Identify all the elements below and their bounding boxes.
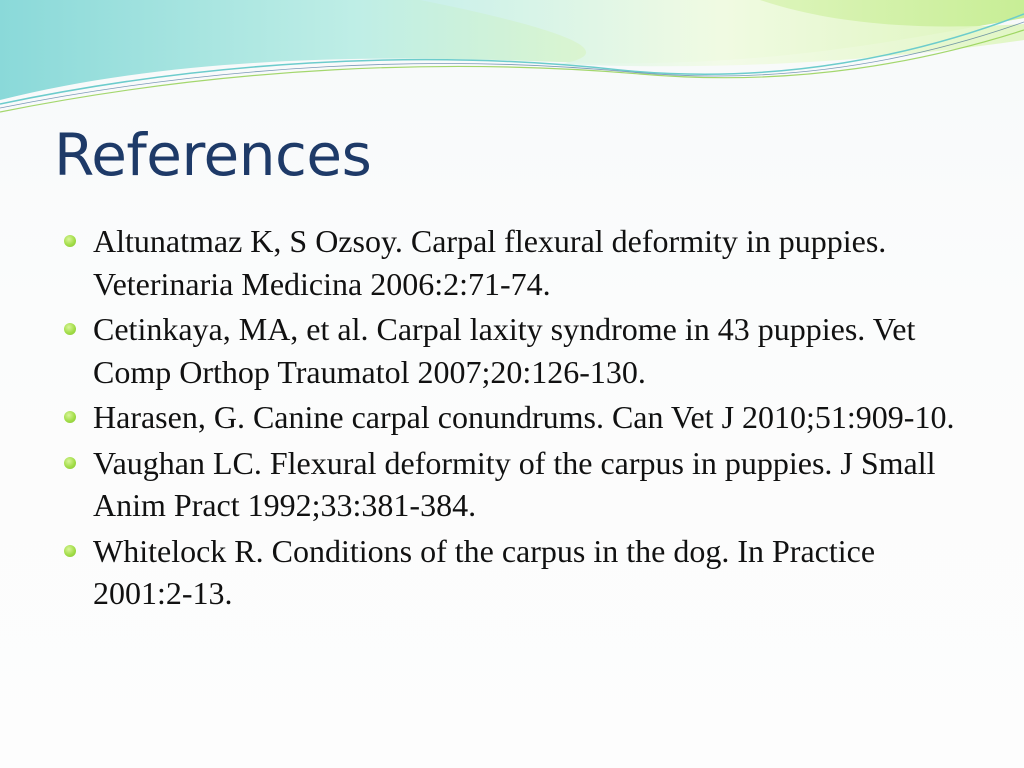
reference-text: Cetinkaya, MA, et al. Carpal laxity syndrome in 43 puppies. Vet Comp Orthop Traumatol 2007;20:126-130. — [93, 311, 916, 390]
bullet-dot-icon — [64, 457, 76, 469]
reference-text: Vaughan LC. Flexural deformity of the carpus in puppies. J Small Anim Pract 1992;33:381-384. — [93, 444, 936, 523]
reference-item — [62, 530, 962, 615]
reference-item — [62, 220, 962, 305]
bullet-dot-icon — [64, 411, 76, 423]
header-wave-decoration — [0, 0, 1024, 130]
bullet-dot-icon — [64, 323, 76, 335]
reference-item — [62, 396, 962, 439]
reference-list — [62, 220, 962, 618]
bullet-dot-icon — [64, 545, 76, 557]
bullet-dot-icon — [64, 235, 76, 247]
reference-text: Harasen, G. Canine carpal conundrums. Can Vet J 2010;51:909-10. — [93, 399, 955, 435]
reference-text: Altunatmaz K, S Ozsoy. Carpal flexural deformity in puppies. Veterinaria Medicina 2006:2:71-74. — [93, 223, 887, 302]
reference-item — [62, 442, 962, 527]
slide-title: References — [54, 121, 372, 189]
reference-item — [62, 308, 962, 393]
reference-text: Whitelock R. Conditions of the carpus in the dog. In Practice 2001:2-13. — [93, 532, 876, 611]
